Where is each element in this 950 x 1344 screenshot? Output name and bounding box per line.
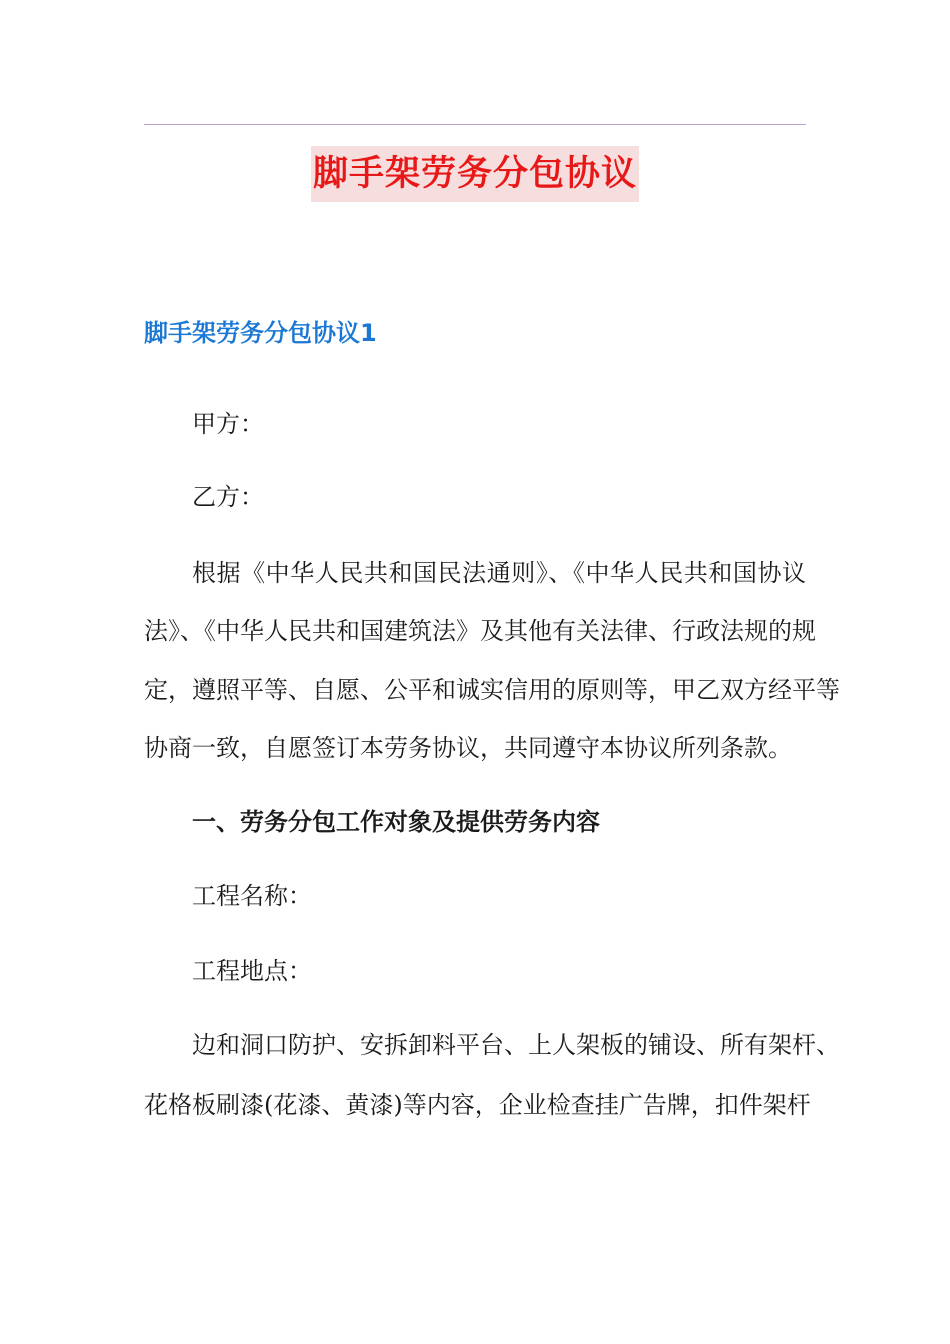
intro-line-2: 法》、《中华人民共和国建筑法》及其他有关法律、行政法规的规	[144, 617, 816, 645]
party-b-label: 乙方：	[192, 483, 264, 511]
intro-line-3: 定，遵照平等、自愿、公平和诚实信用的原则等，甲乙双方经平等	[144, 676, 840, 704]
project-name-label: 工程名称：	[192, 882, 312, 910]
project-location-label: 工程地点：	[192, 957, 312, 985]
document-title-text: 脚手架劳务分包协议	[311, 146, 639, 202]
section-heading: 脚手架劳务分包协议1	[144, 319, 377, 347]
scope-line-1: 边和洞口防护、安拆卸料平台、上人架板的铺设、所有架杆、	[192, 1031, 840, 1059]
scope-line-2: 花格板刷漆(花漆、黄漆)等内容，企业检查挂广告牌，扣件架杆	[144, 1091, 811, 1119]
party-a-label: 甲方：	[192, 410, 264, 438]
header-rule	[144, 124, 806, 125]
intro-line-1: 根据《中华人民共和国民法通则》、《中华人民共和国协议	[192, 559, 806, 587]
intro-line-4: 协商一致，自愿签订本劳务协议，共同遵守本协议所列条款。	[144, 734, 792, 762]
document-title	[0, 146, 950, 208]
clause-1-heading: 一、劳务分包工作对象及提供劳务内容	[192, 808, 600, 836]
